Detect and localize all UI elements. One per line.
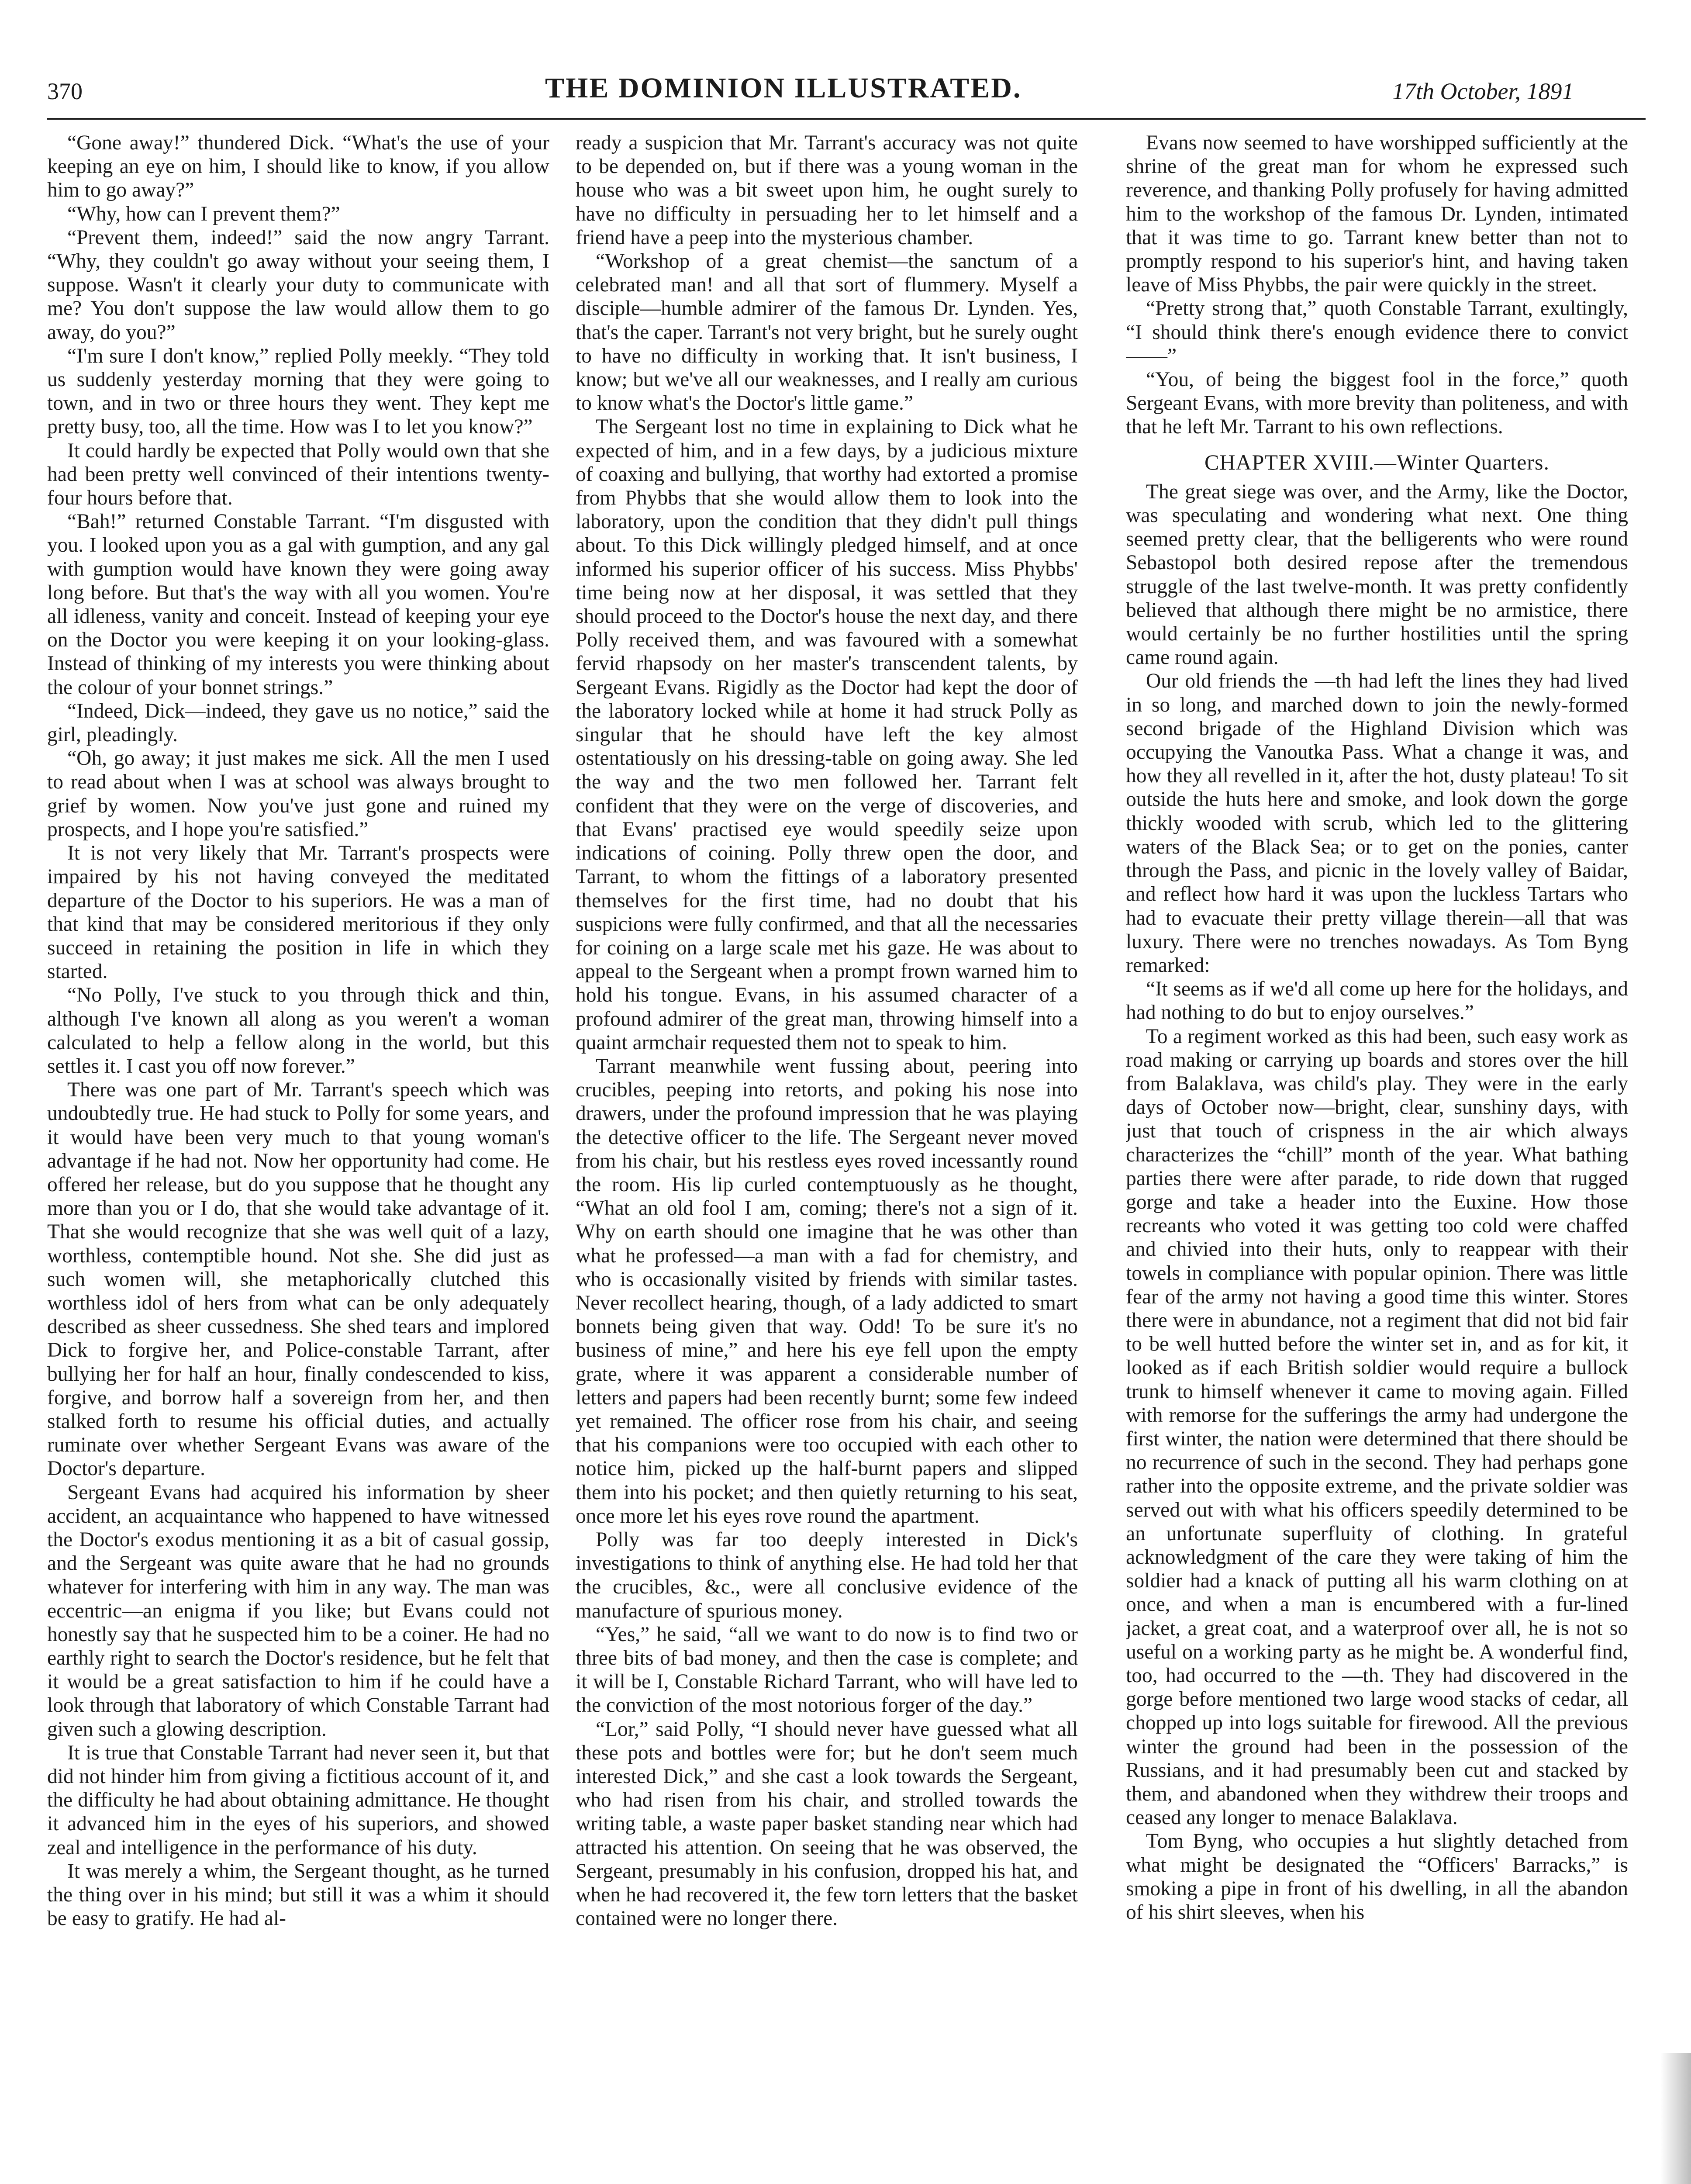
paragraph: “Gone away!” thundered Dick. “What's the use of your keeping an eye on him, I should like to know, if you allow him to go away?”: [47, 131, 549, 202]
paragraph: To a regiment worked as this had been, such easy work as road making or carrying up boards and stores over the hill from Balaklava, was child's play. They were in the early days of October now—bright, clear, sunshiny days, with just that touch of crispness in the air which always characterizes the “chill” month of the year. What bathing parties there were after parade, to ride down that rugged gorge and take a header into the Euxine. How those recreants who voted it was getting too cold were chaffed and chivied into their huts, only to reappear with their towels in compliance with popular opinion. There was little fear of the army not having a good time this winter. Stores there were in abundance, not a regiment that did not bid fair to be well hutted before the winter set in, and as for kit, it looked as if each British soldier would require a bullock trunk to himself whenever it came to moving again. Filled with remorse for the sufferings the army had undergone the first winter, the nation were determined that there should be no recurrence of such in the second. They had perhaps gone rather into the opposite extreme, and the private soldier was served out with what his officers speedily determined to be an unfortunate superfluity of clothing. In grateful acknowledgment of the care they were taking of him the soldier had a knack of putting all his warm clothing on at once, and when a man is encumbered with a fur-lined jacket, a great coat, and a waterproof over all, he is not so useful on a working party as he might be. A wonderful find, too, had occurred to the —th. They had discovered in the gorge before mentioned two large wood stacks of cedar, all chopped up into logs suitable for firewood. All the previous winter the ground had been in the possession of the Russians, and it had presumably been cut and stacked by them, and abandoned when they withdrew their troops and ceased any longer to menace Balaklava.: [1126, 1025, 1628, 1829]
paragraph: “Pretty strong that,” quoth Constable Tarrant, exultingly, “I should think there's enough evidence there to convict——”: [1126, 297, 1628, 367]
paragraph: “Workshop of a great chemist—the sanctum of a celebrated man! and all that sort of flummery. Myself a disciple—humble admirer of the famous Dr. Lynden. Yes, that's the caper. Tarrant's not very bright, but he surely ought to have no difficulty in working that. It isn't business, I know; but we've all our weaknesses, and I really am curious to know what's the Doctor's little game.”: [576, 250, 1078, 415]
header-rule: [47, 118, 1646, 120]
paragraph: “You, of being the biggest fool in the force,” quoth Sergeant Evans, with more brevity than politeness, and with that he left Mr. Tarrant to his own reflections.: [1126, 368, 1628, 439]
paragraph: “Oh, go away; it just makes me sick. All the men I used to read about when I was at school was always brought to grief by women. Now you've just gone and ruined my prospects, and I hope you're satisfied.”: [47, 747, 549, 841]
paragraph: Polly was far too deeply interested in Dick's investigations to think of anything else. He had told her that the crucibles, &c., were all conclusive evidence of the manufacture of spurious money.: [576, 1528, 1078, 1622]
page-edge-shadow: [1660, 2053, 1691, 2184]
paragraph: “Prevent them, indeed!” said the now angry Tarrant. “Why, they couldn't go away without your seeing them, I suppose. Wasn't it clearly your duty to communicate with me? You don't suppose the law would allow them to go away, do you?”: [47, 226, 549, 344]
paragraph: “Why, how can I prevent them?”: [67, 202, 340, 225]
issue-date: 17th October, 1891: [1392, 78, 1574, 104]
chapter-heading: CHAPTER XVIII.—Winter Quarters.: [1204, 449, 1550, 474]
paragraph: The Sergeant lost no time in explaining to Dick what he expected of him, and in a few days, by a judicious mixture of coaxing and bullying, that worthy had extorted a promise from Phybbs that she would allow them to look into the laboratory, upon the condition that they didn't pull things about. To this Dick willingly pledged himself, and at once informed his superior officer of his success. Miss Phybbs' time being now at her disposal, it was settled that they should proceed to the Doctor's house the next day, and there Polly received them, and was favoured with a somewhat fervid rhapsody on her master's transcendent talents, by Sergeant Evans. Rigidly as the Doctor had kept the door of the laboratory locked while at home it had struck Polly as singular that he should have left the key almost ostentatiously on his dressing-table on going away. She led the way and the two men followed her. Tarrant felt confident that they were on the verge of discoveries, and that Evans' practised eye would speedily seize upon indications of coining. Polly threw open the door, and Tarrant, to whom the fittings of a laboratory presented themselves for the first time, had no doubt that his suspicions were fully confirmed, and that all the necessaries for coining on a large scale met his gaze. He was about to appeal to the Sergeant when a prompt frown warned him to hold his tongue. Evans, in his assumed character of a profound admirer of the great man, throwing himself into a quaint armchair requested them not to speak to him.: [576, 415, 1078, 1054]
paragraph: ready a suspicion that Mr. Tarrant's accuracy was not quite to be depended on, but if there was a young woman in the house who was a bit sweet upon him, he ought surely to have no difficulty in persuading her to let himself and a friend have a peep into the mysterious chamber.: [576, 131, 1078, 249]
paragraph: “Yes,” he said, “all we want to do now is to find two or three bits of bad money, and then the case is complete; and it will be I, Constable Richard Tarrant, who will have led to the conviction of the most notorious forger of the day.”: [576, 1623, 1078, 1717]
page-header: [47, 69, 1646, 117]
column-3: [1126, 131, 1628, 2184]
paragraph: “Lor,” said Polly, “I should never have guessed what all these pots and bottles were for; but he don't seem much interested Dick,” and she cast a look towards the Sergeant, who had risen from his chair, and strolled towards the writing table, a waste paper basket standing near which had attracted his attention. On seeing that he was observed, the Sergeant, presumably in his confusion, dropped his hat, and when he had recovered it, the few torn letters that the basket contained were no longer there.: [576, 1717, 1078, 1930]
paragraph: “It seems as if we'd all come up here for the holidays, and had nothing to do but to enjoy ourselves.”: [1126, 978, 1628, 1024]
paragraph: There was one part of Mr. Tarrant's speech which was undoubtedly true. He had stuck to Polly for some years, and it would have been very much to that young woman's advantage if he had not. Now her opportunity had come. He offered her release, but do you suppose that he thought any more than you or I do, that she would take advantage of it. That she would recognize that she was well quit of a lazy, worthless, contemptible hound. Not she. She did just as such women will, she metaphorically clutched this worthless idol of hers from what can be only adequately described as sheer cussedness. She shed tears and implored Dick to forgive her, and Police-constable Tarrant, after bullying her for half an hour, finally condescended to kiss, forgive, and borrow half a sovereign from her, and then stalked forth to resume his official duties, and actually ruminate over whether Sergeant Evans was aware of the Doctor's departure.: [47, 1078, 549, 1480]
paragraph: “No Polly, I've stuck to you through thick and thin, although I've known all along as you weren't a woman calculated to help a fellow along in the world, but this settles it. I cast you off now forever.”: [47, 984, 549, 1078]
paragraph: “Indeed, Dick—indeed, they gave us no notice,” said the girl, pleadingly.: [47, 699, 549, 746]
column-1: [47, 131, 549, 2184]
paragraph: Tom Byng, who occupies a hut slightly detached from what might be designated the “Officers' Barracks,” is smoking a pipe in front of his dwelling, in all the abandon of his shirt sleeves, when his: [1126, 1830, 1628, 1924]
paragraph: It could hardly be expected that Polly would own that she had been pretty well convinced of their intentions twenty-four hours before that.: [47, 439, 549, 510]
paragraph: Sergeant Evans had acquired his information by sheer accident, an acquaintance who happened to have witnessed the Doctor's exodus mentioning it as a bit of casual gossip, and the Sergeant was quite aware that he had no grounds whatever for interfering with him in any way. The man was eccentric—an enigma if you like; but Evans could not honestly say that he suspected him to be a coiner. He had no earthly right to search the Doctor's residence, but he felt that it would be a great satisfaction to him if he could have a look through that laboratory of which Constable Tarrant had given such a glowing description.: [47, 1481, 549, 1741]
paragraph: “Bah!” returned Constable Tarrant. “I'm disgusted with you. I looked upon you as a gal with gumption, and any gal with gumption would have known they were going away long before. But that's the way with all you women. You're all idleness, vanity and conceit. Instead of keeping your eye on the Doctor you were keeping it on your looking-glass. Instead of thinking of my interests you were thinking about the colour of your bonnet strings.”: [47, 510, 549, 699]
column-2: [576, 131, 1078, 2184]
paragraph: It was merely a whim, the Sergeant thought, as he turned the thing over in his mind; but still it was a whim it should be easy to gratify. He had al-: [47, 1859, 549, 1930]
publication-title: THE DOMINION ILLUSTRATED.: [545, 72, 1022, 104]
paragraph: It is true that Constable Tarrant had never seen it, but that did not hinder him from giving a fictitious account of it, and the difficulty he had about obtaining admittance. He thought it advanced him in the eyes of his superiors, and showed zeal and intelligence in the performance of his duty.: [47, 1741, 549, 1859]
paragraph: Evans now seemed to have worshipped sufficiently at the shrine of the great man for whom he expressed such reverence, and thanking Polly profusely for having admitted him to the workshop of the famous Dr. Lynden, intimated that it was time to go. Tarrant knew better than not to promptly respond to his superior's hint, and having taken leave of Miss Phybbs, the pair were quickly in the street.: [1126, 131, 1628, 297]
paragraph: Tarrant meanwhile went fussing about, peering into crucibles, peeping into retorts, and poking his nose into drawers, under the profound impression that he was playing the detective officer to the life. The Sergeant never moved from his chair, but his restless eyes roved incessantly round the room. His lip curled contemptuously as he thought, “What an old fool I am, coming; there's not a sign of it. Why on earth should one imagine that he was other than what he professed—a man with a fad for chemistry, and who is occasionally visited by friends with similar tastes. Never recollect hearing, though, of a lady addicted to smart bonnets being given that way. Odd! To be sure it's no business of mine,” and here his eye fell upon the empty grate, where it was apparent a considerable number of letters and papers had been recently burnt; some few indeed yet remained. The officer rose from his chair, and seeing that his companions were too occupied with each other to notice him, picked up the half-burnt papers and slipped them into his pocket; and then quietly returning to his seat, once more let his eyes rove round the apartment.: [576, 1054, 1078, 1527]
paragraph: Our old friends the —th had left the lines they had lived in so long, and marched down to join the newly-formed second brigade of the Highland Division which was occupying the Vanoutka Pass. What a change it was, and how they all revelled in it, after the hot, dusty plateau! To sit outside the huts here and smoke, and look down the gorge thickly wooded with scrub, which led to the glittering waters of the Black Sea; or to get on the ponies, canter through the Pass, and picnic in the lovely valley of Baidar, and reflect how hard it was upon the luckless Tartars who had to evacuate their pretty village therein—all that was luxury. There were no trenches nowadays. As Tom Byng remarked:: [1126, 670, 1628, 977]
paragraph: The great siege was over, and the Army, like the Doctor, was speculating and wondering what next. One thing seemed pretty clear, that the belligerents who were round Sebastopol both desired repose after the tremendous struggle of the last twelve-month. It was pretty confidently believed that although there might be no armistice, there would certainly be no further hostilities until the spring came round again.: [1126, 480, 1628, 669]
paragraph: It is not very likely that Mr. Tarrant's prospects were impaired by his not having conveyed the meditated departure of the Doctor to his superiors. He was a man of that kind that may be considered meritorious if they only succeed in retaining the position in life in which they started.: [47, 842, 549, 983]
page-number: 370: [47, 78, 83, 104]
paragraph: “I'm sure I don't know,” replied Polly meekly. “They told us suddenly yesterday morning that they were going to town, and in two or three hours they went. They kept me pretty busy, too, all the time. How was I to let you know?”: [47, 344, 549, 439]
